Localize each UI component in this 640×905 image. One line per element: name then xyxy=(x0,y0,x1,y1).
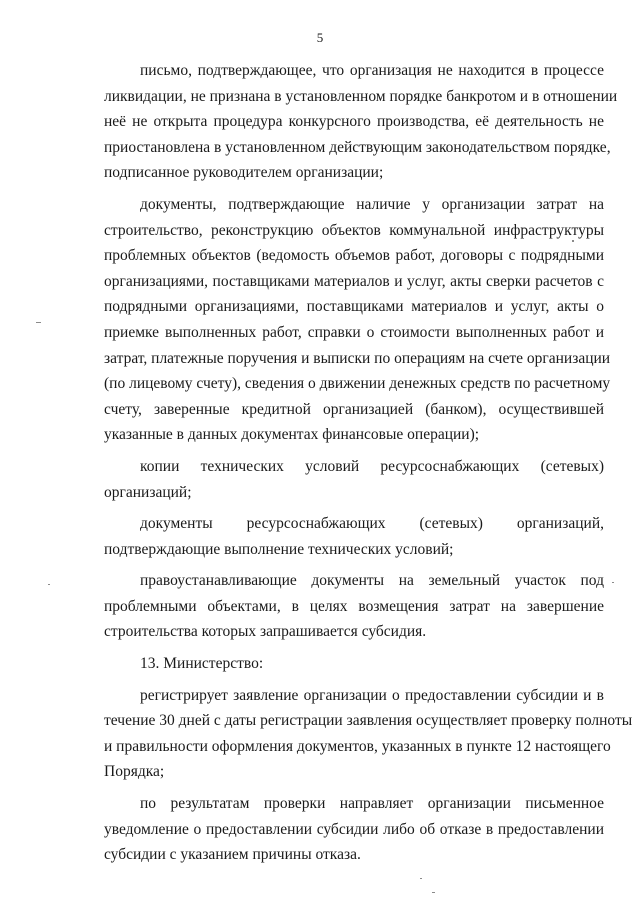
text-line: документы ресурсоснабжающих (сетевых) организаций, xyxy=(140,515,604,533)
text-line: приостановлена в установленном действующим законодательством порядке, xyxy=(104,138,611,156)
text-line: подтверждающие выполнение технических условий; xyxy=(104,540,454,558)
text-line: указанные в данных документах финансовые операции); xyxy=(104,426,480,444)
scan-speck xyxy=(572,240,574,242)
text-line: регистрирует заявление организации о предоставлении субсидии и в xyxy=(140,686,604,704)
text-line: строительства которых запрашивается субсидия. xyxy=(104,623,427,641)
text-line: проблемных объектов (ведомость объемов работ, договоры с подрядными xyxy=(104,247,604,265)
text-line: документы, подтверждающие наличие у организации затрат на xyxy=(140,195,604,213)
text-line: затрат, платежные поручения и выписки по операциям на счете организации xyxy=(104,349,611,367)
paragraph-technical-conditions xyxy=(104,454,604,505)
text-line: субсидии с указанием причины отказа. xyxy=(104,846,361,864)
text-line: неё не открыта процедура конкурсного производства, её деятельность не xyxy=(104,113,604,131)
text-line: организаций; xyxy=(104,483,192,501)
text-line: Порядка; xyxy=(104,763,165,781)
text-line: 13. Министерство: xyxy=(140,655,264,673)
scan-speck xyxy=(36,322,41,323)
paragraph-notification xyxy=(104,791,604,868)
paragraph-registration xyxy=(104,683,633,785)
text-line: письмо, подтверждающее, что организация не находится в процессе xyxy=(140,62,604,79)
paragraph-cost-documents xyxy=(104,192,611,448)
text-line: проблемными объектами, в целях возмещения затрат на завершение xyxy=(104,597,604,615)
text-line: правоустанавливающие документы на земельный участок под xyxy=(140,572,604,590)
paragraph-liquidation-letter xyxy=(104,58,618,186)
text-line: течение 30 дней с даты регистрации заявления осуществляет проверку полноты xyxy=(104,712,633,730)
text-line: приемке выполненных работ, справки о стоимости выполненных работ и xyxy=(104,323,604,341)
text-line: подрядными организациями, поставщиками материалов и услуг, акты о xyxy=(104,298,604,316)
text-line: строительство, реконструкцию объектов коммунальной инфраструктуры xyxy=(104,221,604,239)
text-line: по результатам проверки направляет организации письменное xyxy=(140,795,604,813)
text-line: (по лицевому счету), сведения о движении денежных средств по расчетному xyxy=(104,375,611,393)
scan-speck xyxy=(612,582,614,583)
text-line: ликвидации, не признана в установленном порядке банкротом и в отношении xyxy=(104,87,618,105)
paragraph-land-title xyxy=(104,568,604,645)
scan-speck xyxy=(420,878,422,879)
document-body xyxy=(104,58,633,874)
page-number: 5 xyxy=(316,30,324,45)
text-line: счету, заверенные кредитной организацией (банком), осуществившей xyxy=(104,400,604,418)
text-line: организациями, поставщиками материалов и услуг, акты сверки расчетов с xyxy=(104,272,604,290)
text-line: копии технических условий ресурсоснабжающих (сетевых) xyxy=(140,457,604,475)
scan-speck xyxy=(432,892,435,893)
scan-speck xyxy=(48,584,50,585)
text-line: уведомление о предоставлении субсидии либо об отказе в предоставлении xyxy=(104,820,604,838)
text-line: подписанное руководителем организации; xyxy=(104,164,384,182)
paragraph-ministry-heading xyxy=(104,651,604,677)
text-line: и правильности оформления документов, указанных в пункте 12 настоящего xyxy=(104,737,611,755)
paragraph-utility-documents xyxy=(104,511,604,562)
